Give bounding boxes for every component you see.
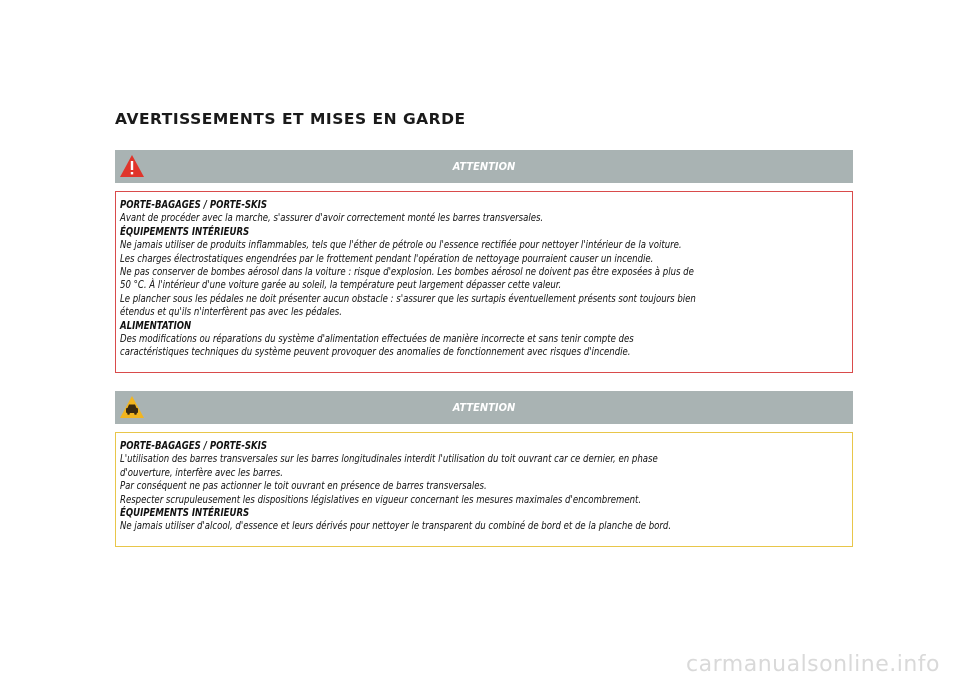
body-line: étendus et qu'ils n'interfèrent pas avec les pédales. <box>120 307 342 319</box>
body-line: Avant de procéder avec la marche, s'assurer d'avoir correctement monté les barres transversales. <box>120 213 544 225</box>
body-line: 50 °C. À l'intérieur d'une voiture garée au soleil, la température peut largement dépasser cette valeur. <box>120 280 562 292</box>
body-line: Ne pas conserver de bombes aérosol dans la voiture : risque d'explosion. Les bombes aérosol ne doivent pas être exposées à plus de <box>120 267 694 279</box>
body-line: Par conséquent ne pas actionner le toit ouvrant en présence de barres transversales. <box>120 481 487 493</box>
warning-box-1-title: ATTENTION <box>452 160 516 173</box>
body-line: d'ouverture, interfère avec les barres. <box>120 467 283 479</box>
body-line: Les charges électrostatiques engendrées par le frottement pendant l'opération de nettoyage pourraient causer un incendie. <box>120 253 654 265</box>
section-heading: ÉQUIPEMENTS INTÉRIEURS <box>120 226 250 238</box>
danger-triangle-icon <box>119 153 145 179</box>
section-heading: ALIMENTATION <box>120 320 192 332</box>
warning-box-2-header <box>115 391 853 424</box>
warning-box-1-header <box>115 150 853 183</box>
body-line: Respecter scrupuleusement les dispositions législatives en vigueur concernant les mesures maximales d'encombrement. <box>120 494 642 506</box>
body-line: Ne jamais utiliser de produits inflammables, tels que l'éther de pétrole ou l'essence rectifiée pour nettoyer l'intérieur de la voiture. <box>120 240 682 252</box>
warning-box-2-title: ATTENTION <box>452 401 516 414</box>
car-warning-icon <box>119 394 145 420</box>
warning-box-2-body <box>115 432 853 547</box>
warning-box-1-body <box>115 191 853 373</box>
body-line: Le plancher sous les pédales ne doit présenter aucun obstacle : s'assurer que les surtapis éventuellement présents sont toujours bien <box>120 293 696 305</box>
body-line: caractéristiques techniques du système peuvent provoquer des anomalies de fonctionnement avec risques d'incendie. <box>120 347 631 359</box>
section-heading: PORTE-BAGAGES / PORTE-SKIS <box>120 441 268 452</box>
body-line: Ne jamais utiliser d'alcool, d'essence et leurs dérivés pour nettoyer le transparent du combiné de bord et de la planche de bord. <box>120 521 672 533</box>
page-title: AVERTISSEMENTS ET MISES EN GARDE <box>115 110 466 128</box>
watermark: carmanualsonline.info <box>686 652 940 677</box>
section-heading: PORTE-BAGAGES / PORTE-SKIS <box>120 200 268 211</box>
body-line: L'utilisation des barres transversales sur les barres longitudinales interdit l'utilisation du toit ouvrant car ce dernier, en phase <box>120 454 658 466</box>
section-heading: ÉQUIPEMENTS INTÉRIEURS <box>120 508 250 520</box>
body-line: Des modifications ou réparations du système d'alimentation effectuées de manière incorrecte et sans tenir compte des <box>120 334 634 346</box>
